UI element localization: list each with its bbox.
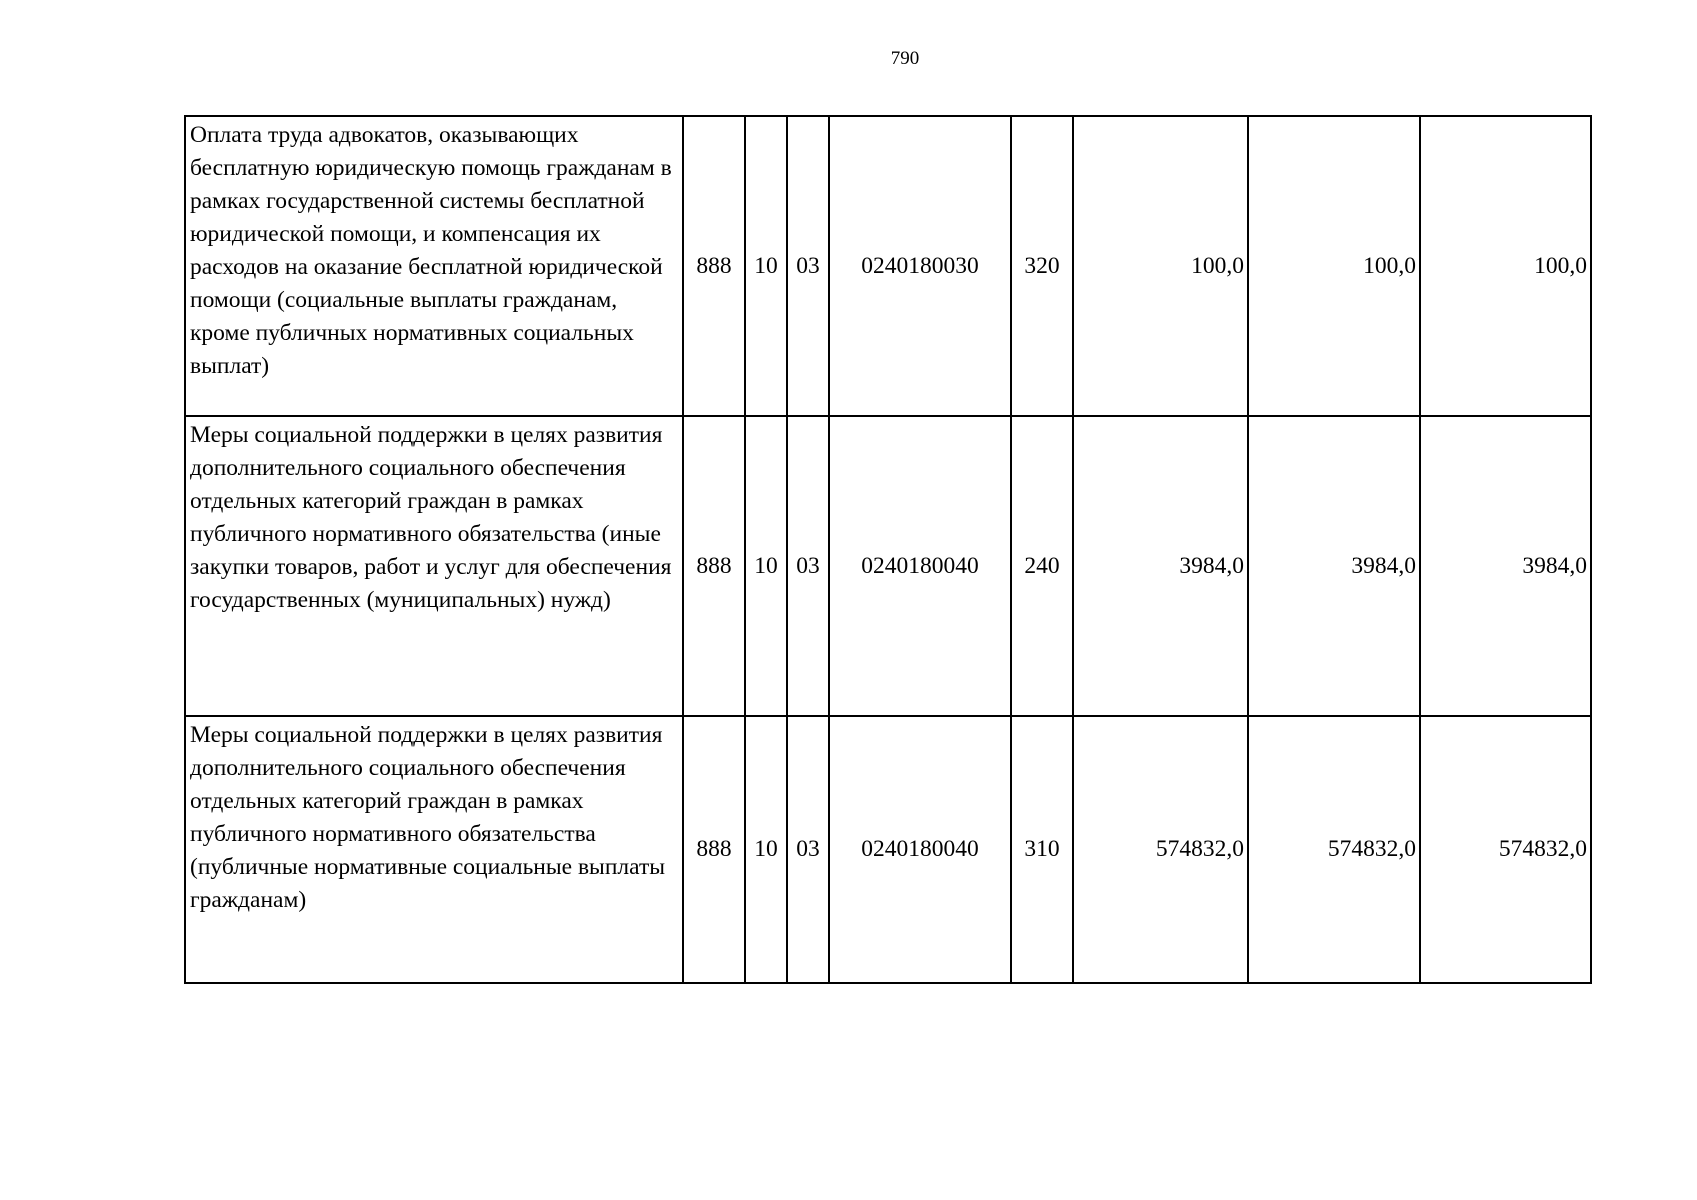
amount-cell: 3984,0	[1420, 416, 1591, 716]
row-description: Меры социальной поддержки в целях развития дополнительного социального обеспечения отдельных категорий граждан в рамках публичного нормативного обязательства (публичные нормативные социальные выплаты гражданам)	[185, 716, 683, 983]
amount-cell: 100,0	[1073, 116, 1248, 416]
amount-cell: 3984,0	[1073, 416, 1248, 716]
row-description: Меры социальной поддержки в целях развития дополнительного социального обеспечения отдельных категорий граждан в рамках публичного нормативного обязательства (иные закупки товаров, работ и услуг для обеспечения государственных (муниципальных) нужд)	[185, 416, 683, 716]
section-code: 10	[745, 416, 787, 716]
amount-cell: 100,0	[1420, 116, 1591, 416]
amount-cell: 574832,0	[1073, 716, 1248, 983]
amount-cell: 574832,0	[1248, 716, 1420, 983]
amount-cell: 3984,0	[1248, 416, 1420, 716]
subsection-code: 03	[787, 716, 829, 983]
section-code: 10	[745, 716, 787, 983]
expense-type-code: 320	[1011, 116, 1073, 416]
table-row	[185, 116, 1591, 416]
target-article-code: 0240180040	[829, 416, 1011, 716]
subsection-code: 03	[787, 416, 829, 716]
row-description: Оплата труда адвокатов, оказывающих бесплатную юридическую помощь гражданам в рамках государственной системы бесплатной юридической помощи, и компенсация их расходов на оказание бесплатной юридической помощи (социальные выплаты гражданам, кроме публичных нормативных социальных выплат)	[185, 116, 683, 416]
target-article-code: 0240180030	[829, 116, 1011, 416]
amount-cell: 574832,0	[1420, 716, 1591, 983]
ministry-code: 888	[683, 716, 745, 983]
table-row	[185, 716, 1591, 983]
expense-type-code: 310	[1011, 716, 1073, 983]
ministry-code: 888	[683, 416, 745, 716]
ministry-code: 888	[683, 116, 745, 416]
target-article-code: 0240180040	[829, 716, 1011, 983]
subsection-code: 03	[787, 116, 829, 416]
expense-type-code: 240	[1011, 416, 1073, 716]
page-number: 790	[890, 48, 920, 69]
budget-table	[184, 115, 1592, 984]
section-code: 10	[745, 116, 787, 416]
amount-cell: 100,0	[1248, 116, 1420, 416]
table-row	[185, 416, 1591, 716]
